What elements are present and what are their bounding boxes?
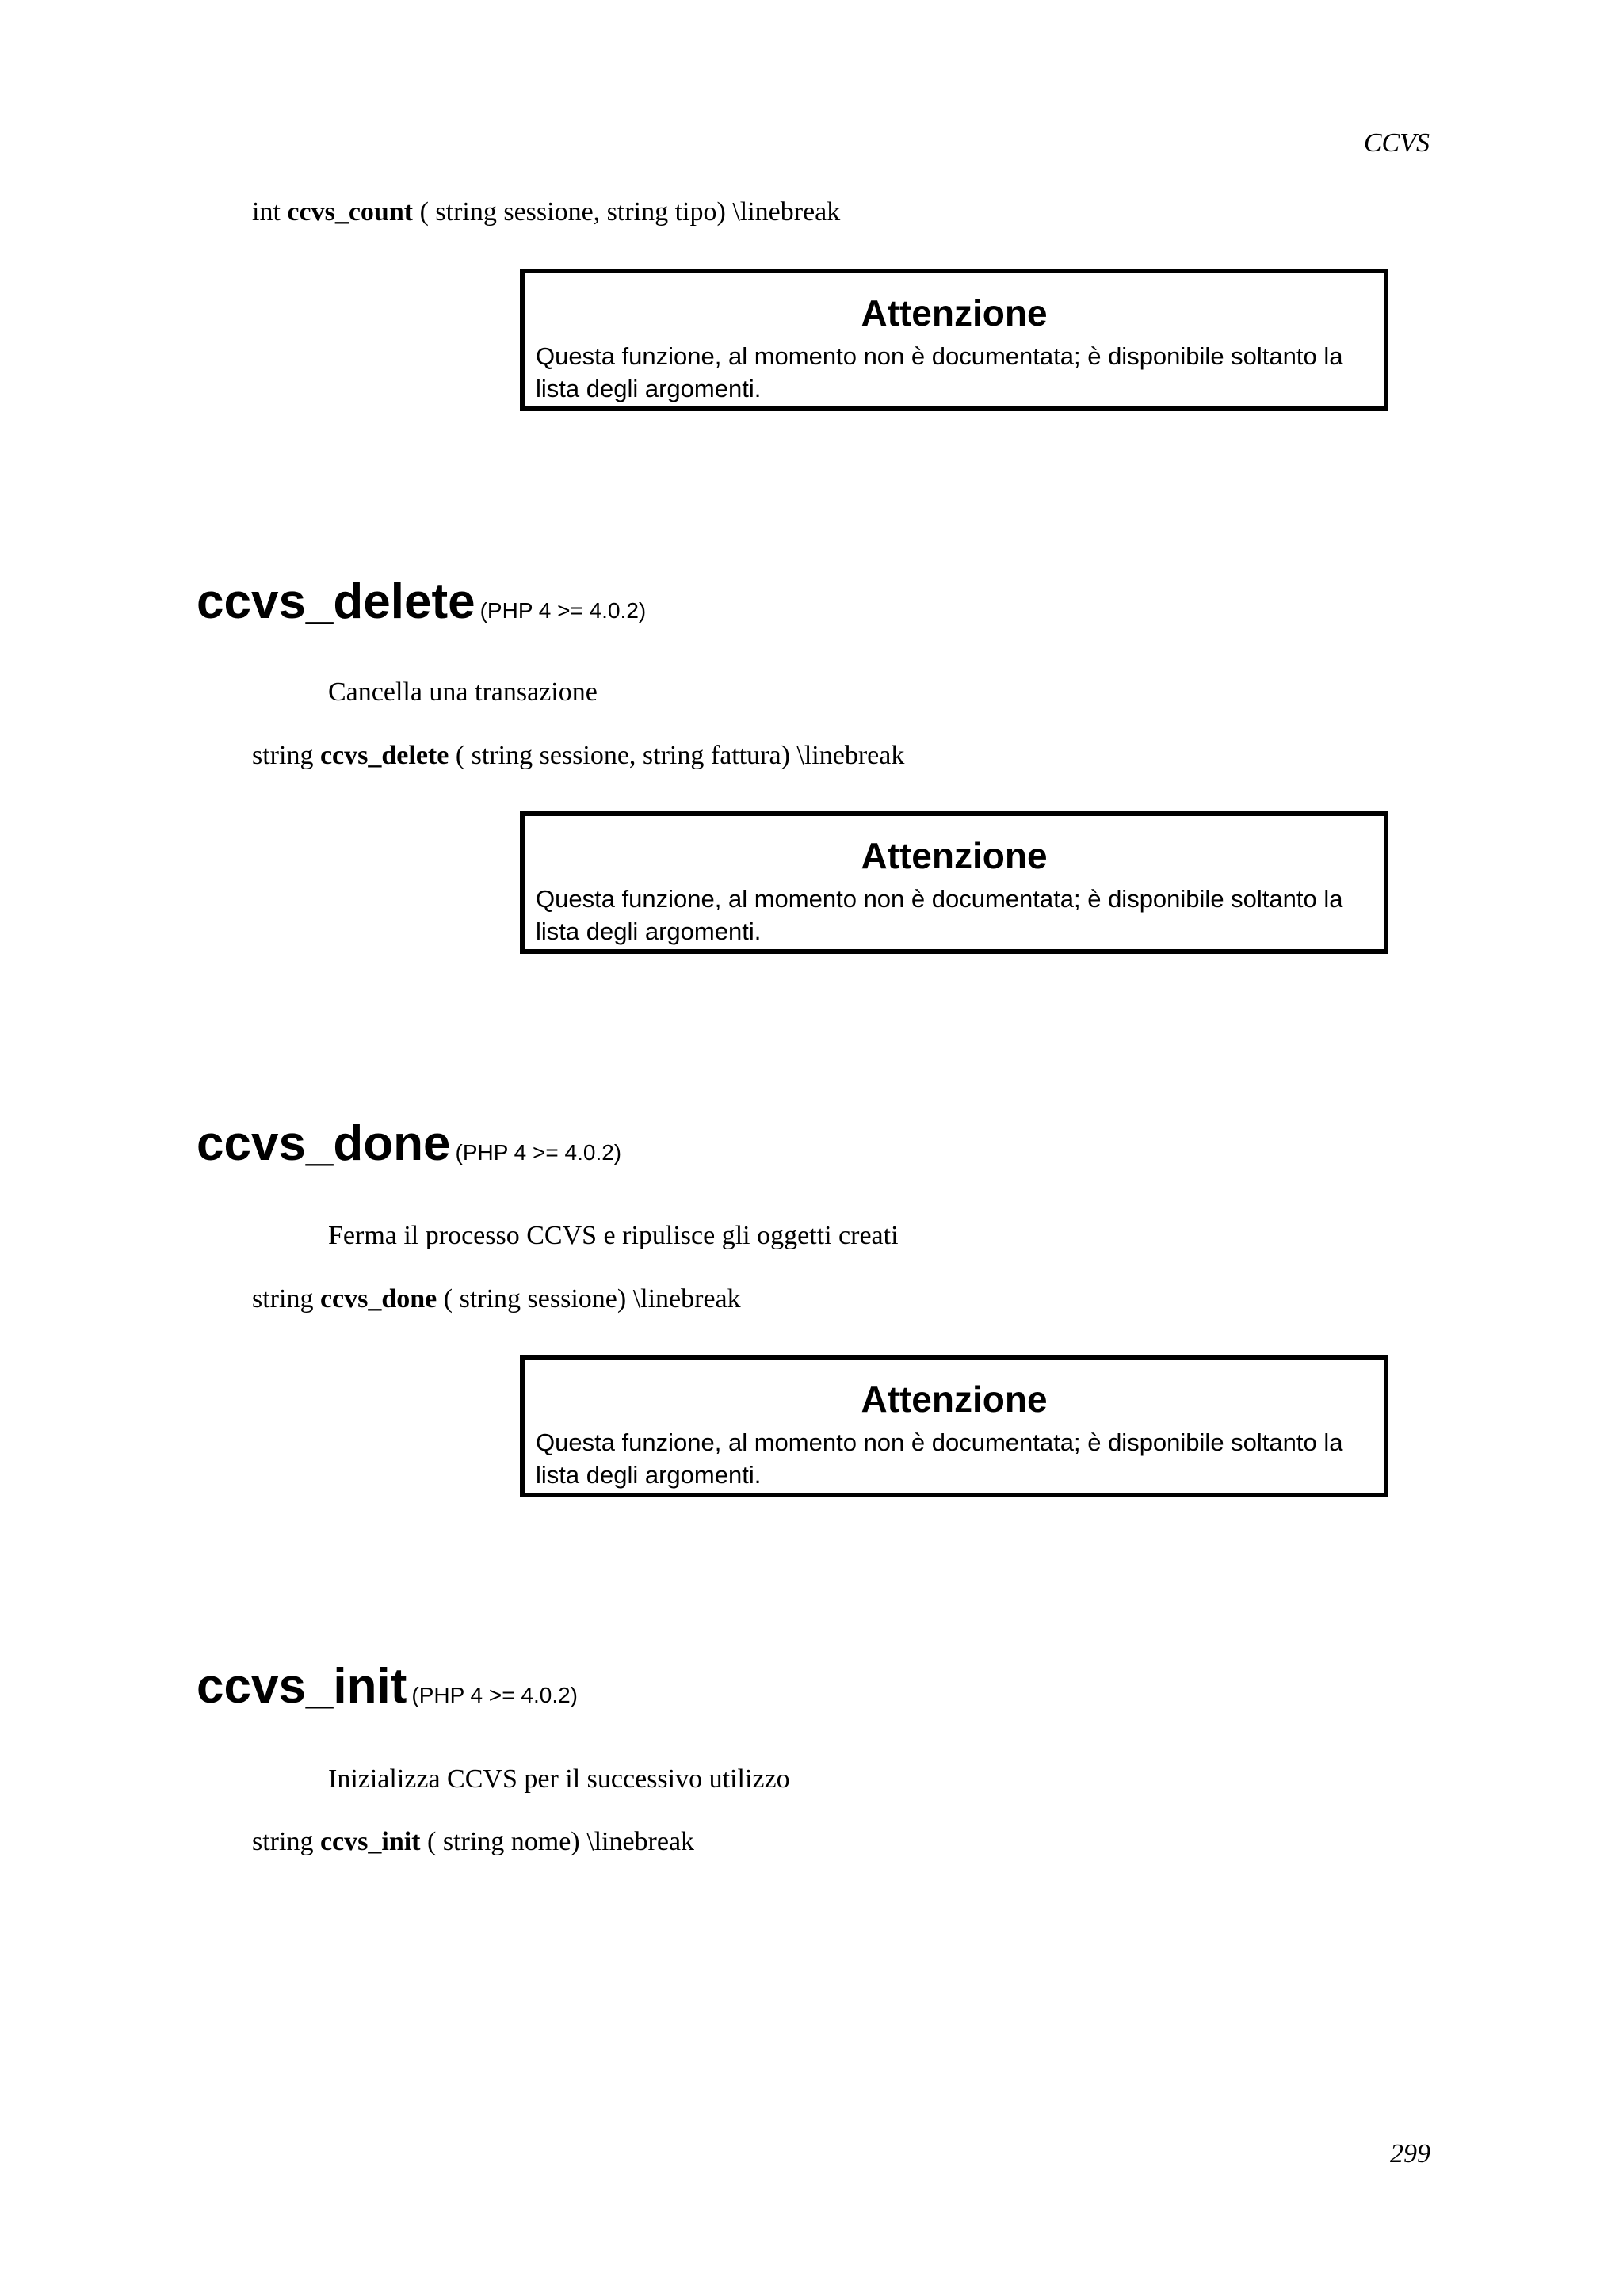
function-version: (PHP 4 >= 4.0.2) [411, 1683, 578, 1707]
synopsis-params: ( string nome) \linebreak [427, 1827, 695, 1856]
synopsis-return-type: int [252, 197, 281, 227]
function-title: ccvs_init [197, 1659, 407, 1714]
warning-box [520, 1355, 1388, 1497]
warning-text: Questa funzione, al momento non è documentata; è disponibile soltanto la lista degli argomenti. [536, 1428, 1343, 1489]
warning-box [520, 269, 1388, 411]
function-description: Cancella una transazione [328, 677, 598, 707]
function-description: Ferma il processo CCVS e ripulisce gli oggetti creati [328, 1221, 899, 1250]
function-version: (PHP 4 >= 4.0.2) [479, 598, 647, 623]
function-title: ccvs_delete [197, 574, 475, 629]
warning-box [520, 811, 1388, 954]
warning-text: Questa funzione, al momento non è documentata; è disponibile soltanto la lista degli argomenti. [536, 885, 1343, 945]
running-header-title: CCVS [1363, 128, 1430, 158]
synopsis-function-name: ccvs_delete [319, 741, 449, 770]
function-synopsis [252, 196, 840, 228]
synopsis-return-type: string [252, 741, 314, 770]
warning-text: Questa funzione, al momento non è documentata; è disponibile soltanto la lista degli argomenti. [536, 342, 1343, 402]
page-number: 299 [1390, 2139, 1430, 2168]
function-heading [197, 1658, 578, 1724]
function-synopsis [252, 1283, 741, 1315]
function-description: Inizializza CCVS per il successivo utilizzo [328, 1764, 790, 1794]
function-synopsis [252, 740, 904, 772]
synopsis-function-name: ccvs_count [287, 197, 414, 227]
function-synopsis [252, 1826, 694, 1858]
warning-title: Attenzione [861, 835, 1048, 876]
synopsis-return-type: string [252, 1827, 314, 1856]
function-title: ccvs_done [197, 1116, 451, 1171]
function-heading [197, 574, 646, 639]
synopsis-function-name: ccvs_init [319, 1827, 421, 1856]
synopsis-params: ( string sessione, string tipo) \linebreak [419, 197, 841, 227]
synopsis-return-type: string [252, 1284, 314, 1314]
synopsis-params: ( string sessione, string fattura) \linebreak [455, 741, 905, 770]
function-heading [197, 1116, 621, 1181]
warning-title: Attenzione [861, 1379, 1048, 1420]
function-version: (PHP 4 >= 4.0.2) [455, 1140, 622, 1165]
synopsis-params: ( string sessione) \linebreak [443, 1284, 741, 1314]
warning-title: Attenzione [861, 292, 1048, 334]
synopsis-function-name: ccvs_done [319, 1284, 437, 1314]
